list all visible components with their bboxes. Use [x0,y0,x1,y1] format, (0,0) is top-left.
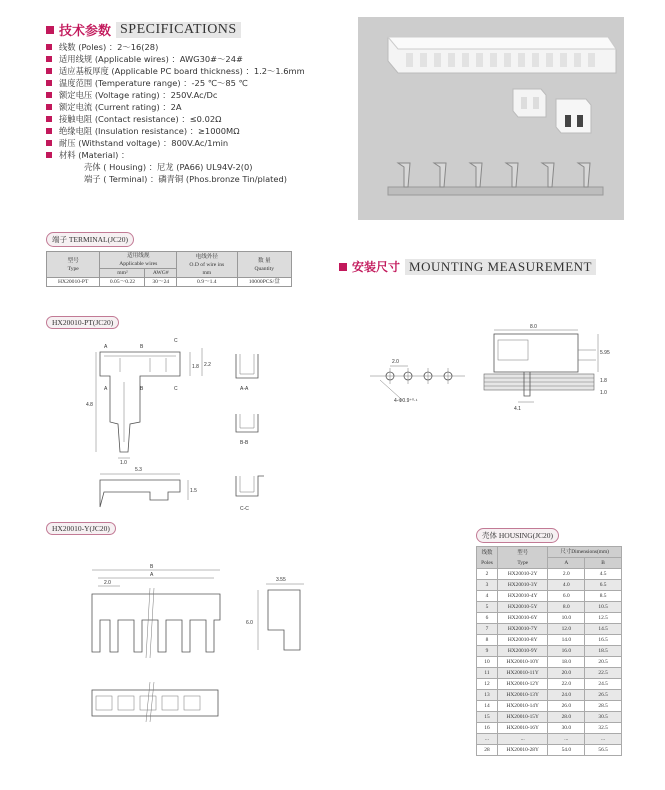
table-cell: HX20010-6Y [497,613,547,624]
terminal-drawing [80,332,340,517]
terminal-side-view [100,480,180,507]
dim-label: 2.2 [204,362,211,368]
square-bullet-icon [46,104,52,110]
table-cell: 2 [477,569,498,580]
housing-table [476,546,622,756]
specifications-title-cn: 技术参数 [59,24,112,39]
terminal-head-wires: 适用线规 Applicable wires [100,252,177,269]
table-cell: 28.5 [585,701,622,712]
table-row [477,690,622,701]
spec-text: 适应基板厚度 (Applicable PC board thickness) ：1.2～1.6mm [59,66,305,76]
table-cell: 0.05～0.22 [100,278,145,287]
table-cell: HX20010-15Y [497,712,547,723]
dim-label: 2.0 [392,359,399,365]
terminal-head-qty: 数 量 Quantity [237,252,292,278]
spec-text: 耐压 (Withstand voltage) ：800V.Ac/1min [59,138,229,148]
product-photo [358,17,624,220]
dim-label: 1.5 [190,488,197,494]
terminal-head-awg: AWG# [145,269,177,278]
section-label: A-A [240,386,249,392]
terminal-outline [100,352,180,452]
spec-item [46,77,305,89]
mounting-title-cn: 安装尺寸 [352,260,401,274]
specifications-title-en: SPECIFICATIONS [116,22,241,38]
table-cell: 5 [477,602,498,613]
dim-label: 2.0 [104,580,111,586]
table-cell: 14.5 [585,624,622,635]
table-row [477,723,622,734]
terminal-head-od: 电线外径 O.D of wire ins mm [177,252,237,278]
table-cell: 26.5 [585,690,622,701]
housing-head-poles: 线数 Poles [477,547,498,569]
table-cell: 16 [477,723,498,734]
spec-item [46,125,305,137]
table-cell: 3 [477,580,498,591]
table-cell: 54.0 [548,745,585,756]
table-cell: 56.5 [585,745,622,756]
dim-label: 4.1 [514,406,521,412]
spec-text: 额定电流 (Current rating) ：2A [59,102,182,112]
square-bullet-icon [339,263,347,271]
table-cell: 24.5 [585,679,622,690]
table-cell: 4 [477,591,498,602]
spec-text: 温度范围 (Temperature range) ：-25 ℃～85 ℃ [59,78,248,88]
spec-item [46,65,305,77]
square-bullet-icon [46,116,52,122]
spec-item [46,89,305,101]
table-cell: HX20010-5Y [497,602,547,613]
table-cell: 4.0 [548,580,585,591]
square-bullet-icon [46,92,52,98]
section-label: B-B [240,440,249,446]
table-row [477,679,622,690]
table-cell: 16.0 [548,646,585,657]
connector-photo-illustration [358,17,624,220]
table-cell: 6.5 [585,580,622,591]
table-cell: HX20010-7Y [497,624,547,635]
table-cell: HX20010-3Y [497,580,547,591]
table-cell: HX20010-10Y [497,657,547,668]
housing-drawing [80,560,320,735]
dim-label: B [150,564,154,570]
table-cell: 8 [477,635,498,646]
table-cell: 10000PCS/盘 [237,278,292,287]
housing-label: 壳体 HOUSING(JC20) [476,528,559,543]
section-aa [236,354,258,378]
table-row [47,278,292,287]
table-cell: HX20010-12Y [497,679,547,690]
table-cell: HX20010-11Y [497,668,547,679]
dim-label: 3.55 [276,577,286,583]
dim-label: 5.95 [600,350,610,356]
table-cell: 20.5 [585,657,622,668]
table-cell: 8.5 [585,591,622,602]
spec-text: 绝缘电阻 (Insulation resistance) ：≥1000MΩ [59,126,240,136]
table-cell: 11 [477,668,498,679]
table-cell: ... [585,734,622,745]
table-row [477,745,622,756]
square-bullet-icon [46,140,52,146]
specifications-heading [46,20,241,39]
table-cell: 28 [477,745,498,756]
table-cell: 22.0 [548,679,585,690]
hole-label: 4-Φ0.9⁺⁰·¹ [394,398,418,404]
mounting-section-drawing [478,322,618,412]
table-row [477,580,622,591]
table-cell: 10 [477,657,498,668]
dim-label: 1.0 [600,390,607,396]
table-cell: 16.5 [585,635,622,646]
table-cell: HX20010-4Y [497,591,547,602]
table-cell: 32.5 [585,723,622,734]
spec-list [46,41,305,185]
table-cell: 30.5 [585,712,622,723]
table-row [477,657,622,668]
table-row [477,701,622,712]
housing-head-b: B [585,558,622,569]
table-cell: HX20010-2Y [497,569,547,580]
table-cell: 24.0 [548,690,585,701]
dim-label: 1.8 [192,364,199,370]
housing-front-view [92,594,220,652]
table-cell: 28.0 [548,712,585,723]
table-row [477,624,622,635]
table-row [477,712,622,723]
table-cell: 30～24 [145,278,177,287]
material-line: 端子 ( Terminal) ：磷青铜 (Phos.bronze Tin/plated) [84,174,288,184]
dim-label: 5.3 [135,467,142,473]
table-cell: ... [548,734,585,745]
table-row [477,591,622,602]
housing-drawing-label: HX20010-Y(JC20) [46,522,116,535]
material-line: 壳体 ( Housing) ：尼龙 (PA66) UL94V-2(0) [84,162,253,172]
table-row [477,613,622,624]
table-cell: HX20010-13Y [497,690,547,701]
dim-label: 1.0 [120,460,127,466]
table-cell: 6 [477,613,498,624]
table-cell: 20.0 [548,668,585,679]
section-mark: A [104,386,108,392]
housing-head-type: 型号 Type [497,547,547,569]
table-cell: 18.0 [548,657,585,668]
table-row [477,668,622,679]
spec-text: 材料 (Material) ： [59,150,130,160]
table-cell: 13 [477,690,498,701]
section-mark: C [174,338,178,344]
spec-text: 适用线规 (Applicable wires) ：AWG30#～24# [59,54,243,64]
mounting-title-en: MOUNTING MEASUREMENT [405,259,596,275]
dim-label: 6.0 [246,620,253,626]
table-cell: HX20010-8Y [497,635,547,646]
table-cell: 7 [477,624,498,635]
square-bullet-icon [46,152,52,158]
terminal-head-mm2: mm² [100,269,145,278]
table-cell: 22.5 [585,668,622,679]
table-cell: ... [477,734,498,745]
table-row [477,734,622,745]
table-row [477,569,622,580]
table-cell: 26.0 [548,701,585,712]
square-bullet-icon [46,68,52,74]
section-mark: C [174,386,178,392]
section-mark: B [140,386,144,392]
spec-item [46,101,305,113]
terminal-label: 端子 TERMINAL(JC20) [46,232,134,247]
table-cell: 14 [477,701,498,712]
table-cell: 0.9～1.4 [177,278,237,287]
table-cell: 2.0 [548,569,585,580]
table-cell: 14.0 [548,635,585,646]
table-cell: 12.0 [548,624,585,635]
table-cell: 15 [477,712,498,723]
housing-side-view [268,590,300,650]
table-cell: 6.0 [548,591,585,602]
terminal-table [46,251,292,287]
section-label: C-C [240,506,249,512]
table-cell: 30.0 [548,723,585,734]
square-bullet-icon [46,80,52,86]
table-cell: 8.0 [548,602,585,613]
section-mark: A [104,344,108,350]
table-row [477,635,622,646]
terminal-head-type: 型号 Type [47,252,100,278]
mounting-heading [339,258,596,275]
spec-text: 线数 (Poles) ：2～16(28) [59,42,159,52]
table-cell: HX20010-PT [47,278,100,287]
table-cell: HX20010-28Y [497,745,547,756]
table-cell: HX20010-16Y [497,723,547,734]
dim-label: 8.0 [530,324,537,330]
table-cell: 12 [477,679,498,690]
square-bullet-icon [46,26,54,34]
spec-item [46,137,305,149]
spec-item [46,53,305,65]
table-cell: 4.5 [585,569,622,580]
spec-item [46,149,305,161]
section-mark: B [140,344,144,350]
table-cell: 9 [477,646,498,657]
dim-label: 1.8 [600,378,607,384]
table-cell: 10.5 [585,602,622,613]
housing-head-a: A [548,558,585,569]
table-row [477,646,622,657]
dim-label: 4.8 [86,402,93,408]
table-row [477,602,622,613]
table-cell: 12.5 [585,613,622,624]
spec-item [46,113,305,125]
table-cell: HX20010-14Y [497,701,547,712]
spec-item [46,41,305,53]
housing-bottom-view [92,690,218,716]
spec-text: 接触电阻 (Contact resistance) ：≤0.02Ω [59,114,222,124]
table-cell: 10.0 [548,613,585,624]
square-bullet-icon [46,44,52,50]
table-cell: ... [497,734,547,745]
square-bullet-icon [46,56,52,62]
dim-label: A [150,572,154,578]
section-bb [236,414,258,432]
housing-head-dims: 尺寸Dimensions(mm) [548,547,622,558]
table-cell: 18.5 [585,646,622,657]
terminal-drawing-label: HX20010-PT(JC20) [46,316,119,329]
square-bullet-icon [46,128,52,134]
spec-text: 额定电压 (Voltage rating) ：250V.Ac/Dc [59,90,218,100]
table-cell: HX20010-9Y [497,646,547,657]
